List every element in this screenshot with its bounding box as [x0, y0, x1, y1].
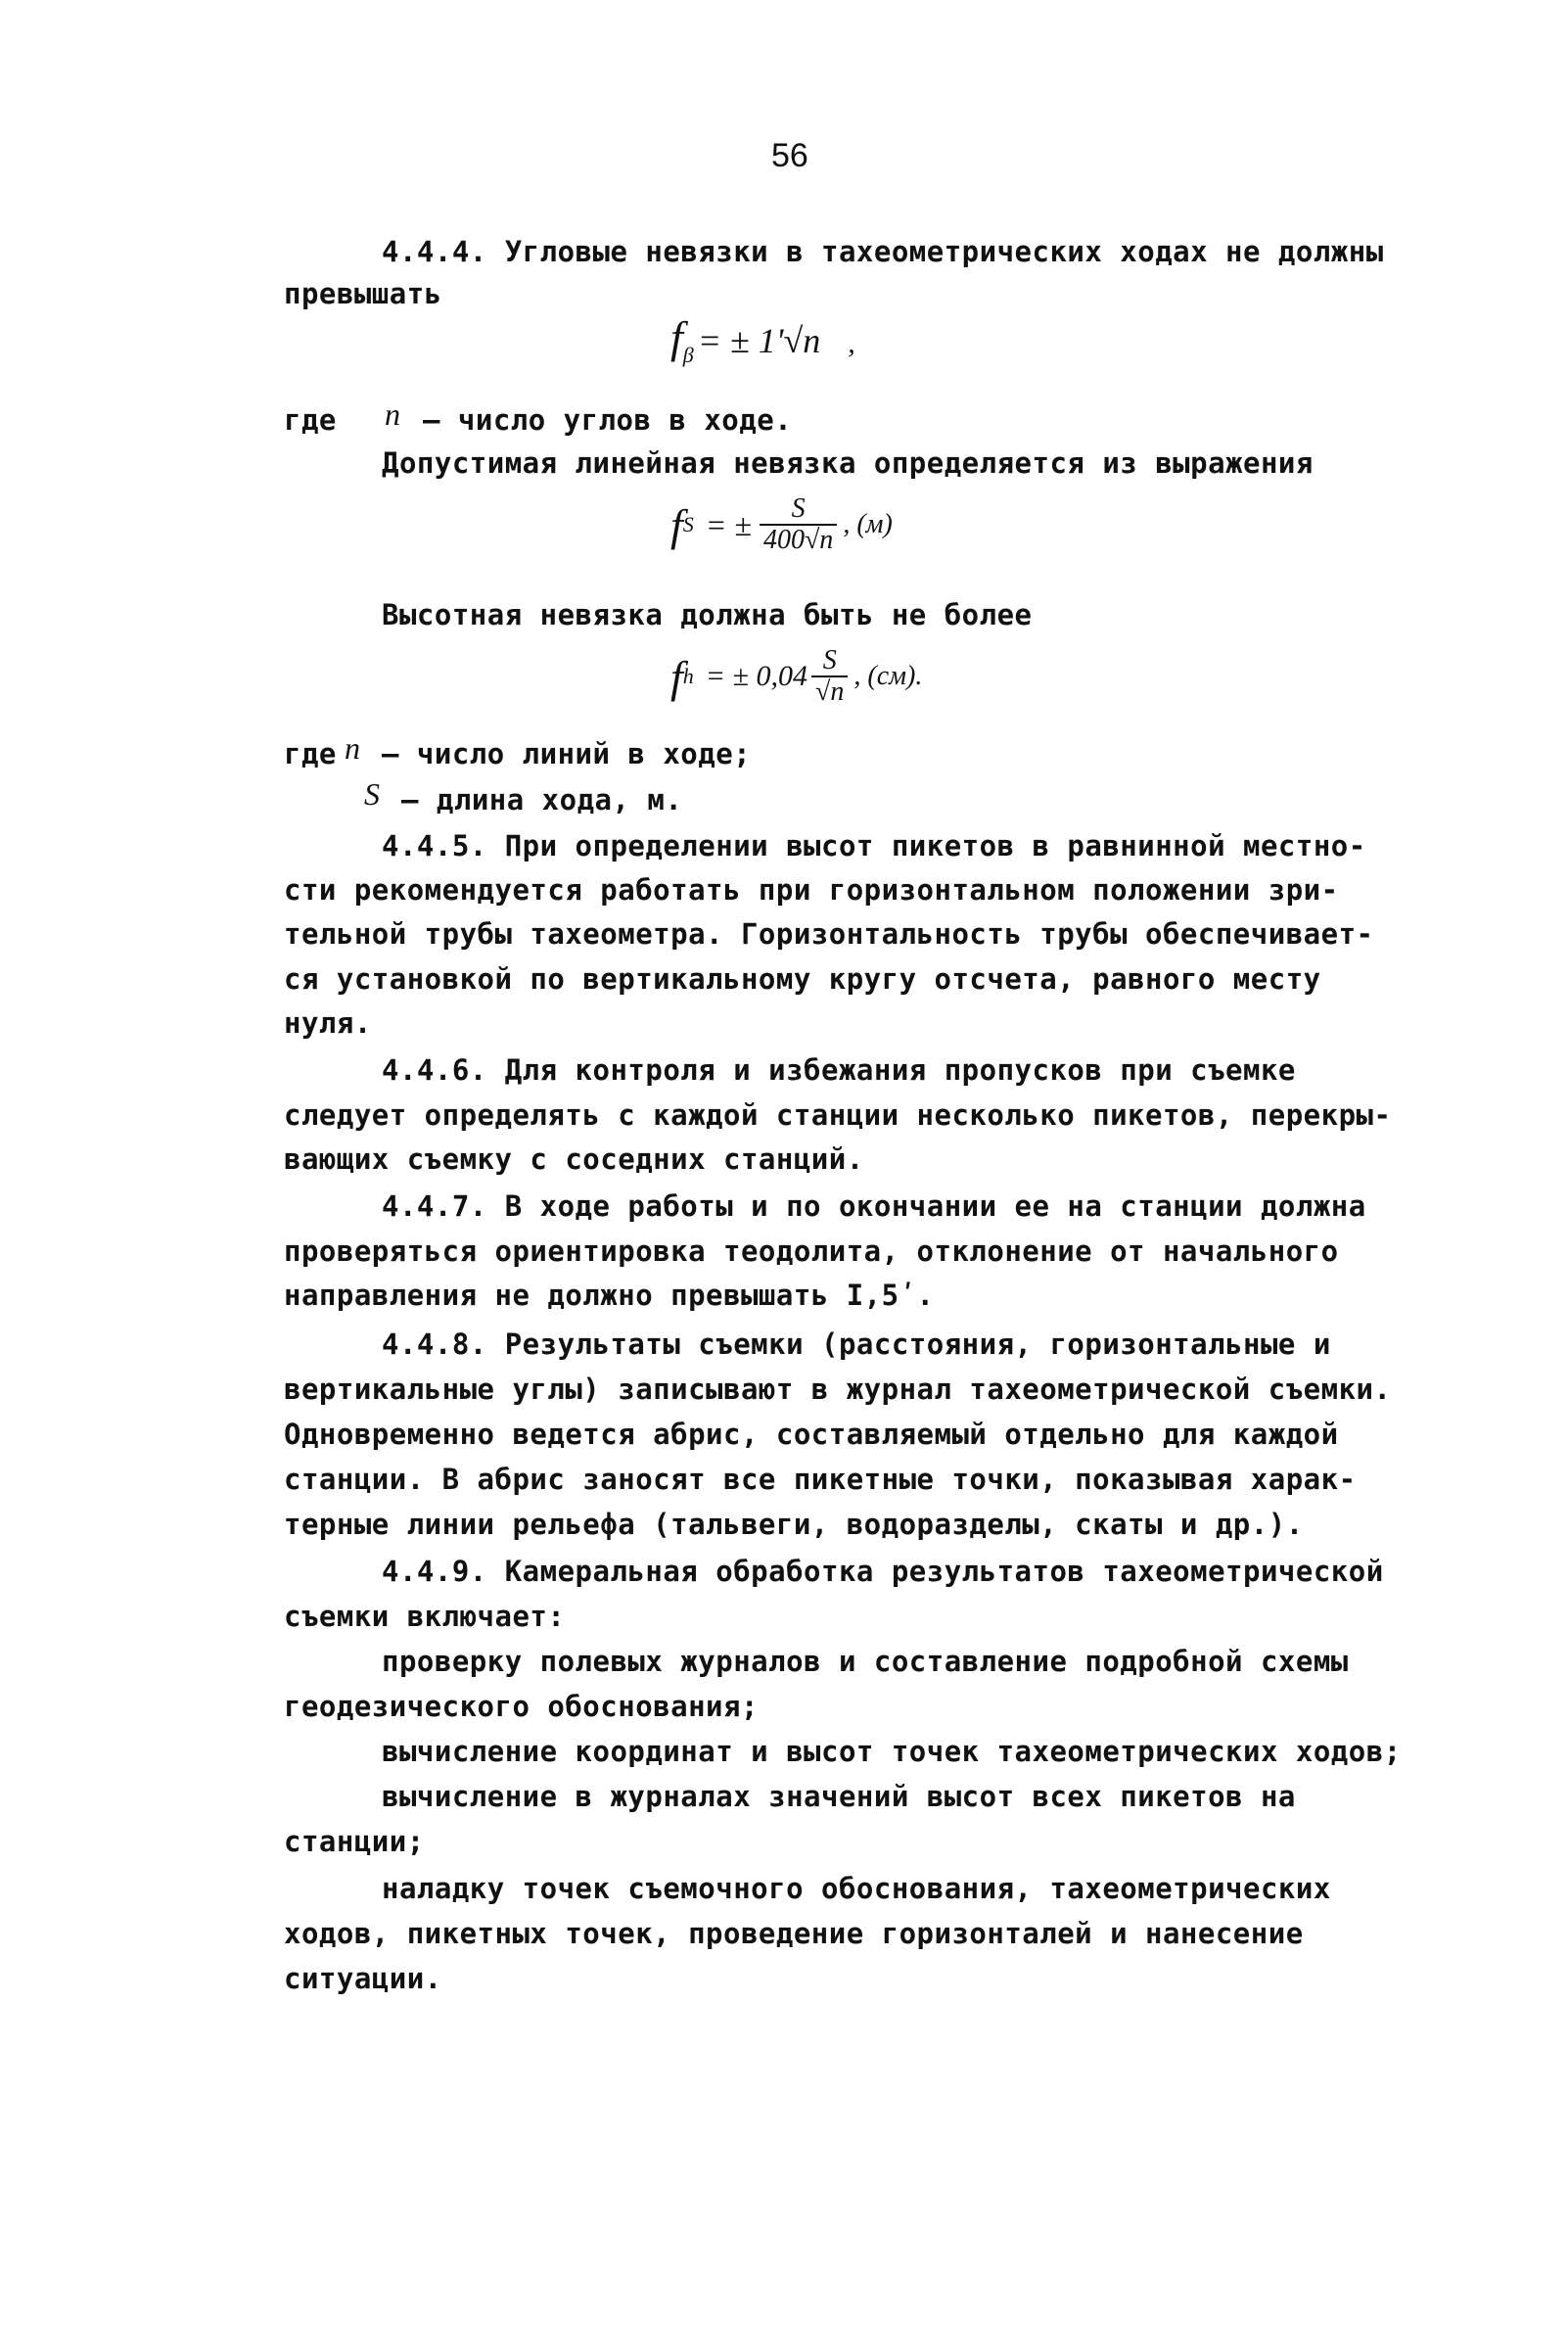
height-where-var-2: S: [364, 776, 380, 812]
formula-f: f: [670, 651, 683, 702]
formula-rhs: = ± 1ʹ√n: [697, 321, 821, 360]
fraction-denominator: √n: [811, 675, 848, 707]
p449-line-9: ходов, пикетных точек, проведение горизонталей и нанесение: [284, 1917, 1304, 1950]
formula-f-sub: S: [682, 512, 694, 536]
formula-unit: , (м): [843, 509, 893, 539]
height-misclosure-formula: [670, 646, 922, 707]
p449-line-5: вычисление координат и высот точек тахеометрических ходов;: [382, 1735, 1402, 1768]
height-intro: Высотная невязка должна быть не более: [382, 598, 1033, 631]
p445-line-2: сти рекомендуется работать при горизонтальном положении зри-: [284, 873, 1339, 907]
angular-misclosure-formula: [670, 311, 855, 368]
p444-line-2: превышать: [284, 277, 442, 310]
p444-where-text: – число углов в ходе.: [423, 403, 793, 437]
p446-line-2: следует определять с каждой станции несколько пикетов, перекры-: [284, 1098, 1392, 1132]
p449-line-1: 4.4.9. Камеральная обработка результатов тахеометрической: [382, 1555, 1384, 1588]
p448-line-3: Одновременно ведется абрис, составляемый отдельно для каждой: [284, 1418, 1339, 1451]
p448-line-4: станции. В абрис заносят все пикетные точки, показывая харак-: [284, 1463, 1357, 1496]
formula-tail: ,: [848, 327, 855, 359]
p448-line-5: терные линии рельефа (тальвеги, водоразделы, скаты и др.).: [284, 1508, 1304, 1541]
p445-line-4: ся установкой по вертикальному кругу отсчета, равного месту: [284, 962, 1321, 996]
fraction-denominator: 400√n: [760, 524, 837, 555]
p449-line-6: вычисление в журналах значений высот всех пикетов на: [382, 1780, 1296, 1813]
p448-line-2: вертикальные углы) записывают в журнал тахеометрической съемки.: [284, 1373, 1392, 1406]
height-where-var-1: n: [345, 730, 360, 766]
p447-line-1: 4.4.7. В ходе работы и по окончании ее на станции должна: [382, 1189, 1366, 1223]
p444-where-label: где: [284, 403, 337, 437]
formula-f-sub: β: [682, 343, 694, 367]
p444-line-1: 4.4.4. Угловые невязки в тахеометрических ходах не должны: [382, 235, 1384, 268]
p444-where-var: n: [385, 396, 400, 432]
page-number: 56: [771, 137, 808, 174]
formula-f-sub: h: [682, 664, 694, 688]
p446-line-1: 4.4.6. Для контроля и избежания пропусков при съемке: [382, 1053, 1296, 1087]
p448-line-1: 4.4.8. Результаты съемки (расстояния, горизонтальные и: [382, 1328, 1331, 1361]
formula-eq: = ± 0,04: [705, 660, 807, 692]
p449-line-10: ситуации.: [284, 1962, 442, 1995]
formula-unit: , (см).: [853, 661, 923, 691]
linear-misclosure-formula: [670, 494, 893, 555]
height-where-text-1: – число линий в ходе;: [382, 737, 752, 770]
linear-intro: Допустимая линейная невязка определяется из выражения: [382, 446, 1314, 480]
p449-line-7: станции;: [284, 1825, 425, 1858]
p447-line-2: проверяться ориентировка теодолита, отклонение от начального: [284, 1234, 1339, 1268]
p449-line-2: съемки включает:: [284, 1600, 566, 1633]
fraction-numerator: S: [791, 493, 806, 524]
p449-line-4: геодезического обоснования;: [284, 1690, 759, 1723]
p449-line-3: проверку полевых журналов и составление подробной схемы: [382, 1645, 1349, 1678]
p445-line-3: тельной трубы тахеометра. Горизонтальность трубы обеспечивает-: [284, 917, 1374, 951]
p449-line-8: наладку точек съемочного обоснования, тахеометрических: [382, 1872, 1331, 1905]
p445-line-1: 4.4.5. При определении высот пикетов в равнинной местно-: [382, 829, 1366, 862]
p445-line-5: нуля.: [284, 1006, 372, 1040]
p447-line-3: направления не должно превышать I,5ʹ.: [284, 1279, 935, 1312]
formula-fraction: [811, 646, 848, 707]
formula-f: f: [670, 499, 683, 550]
formula-eq: = ±: [705, 506, 752, 542]
p446-line-3: вающих съемку с соседних станций.: [284, 1142, 864, 1176]
formula-fraction: [760, 494, 837, 555]
fraction-numerator: S: [822, 645, 837, 675]
height-where-text-2: – длина хода, м.: [401, 783, 683, 816]
formula-f: f: [670, 312, 683, 362]
height-where-label: где: [284, 737, 337, 770]
